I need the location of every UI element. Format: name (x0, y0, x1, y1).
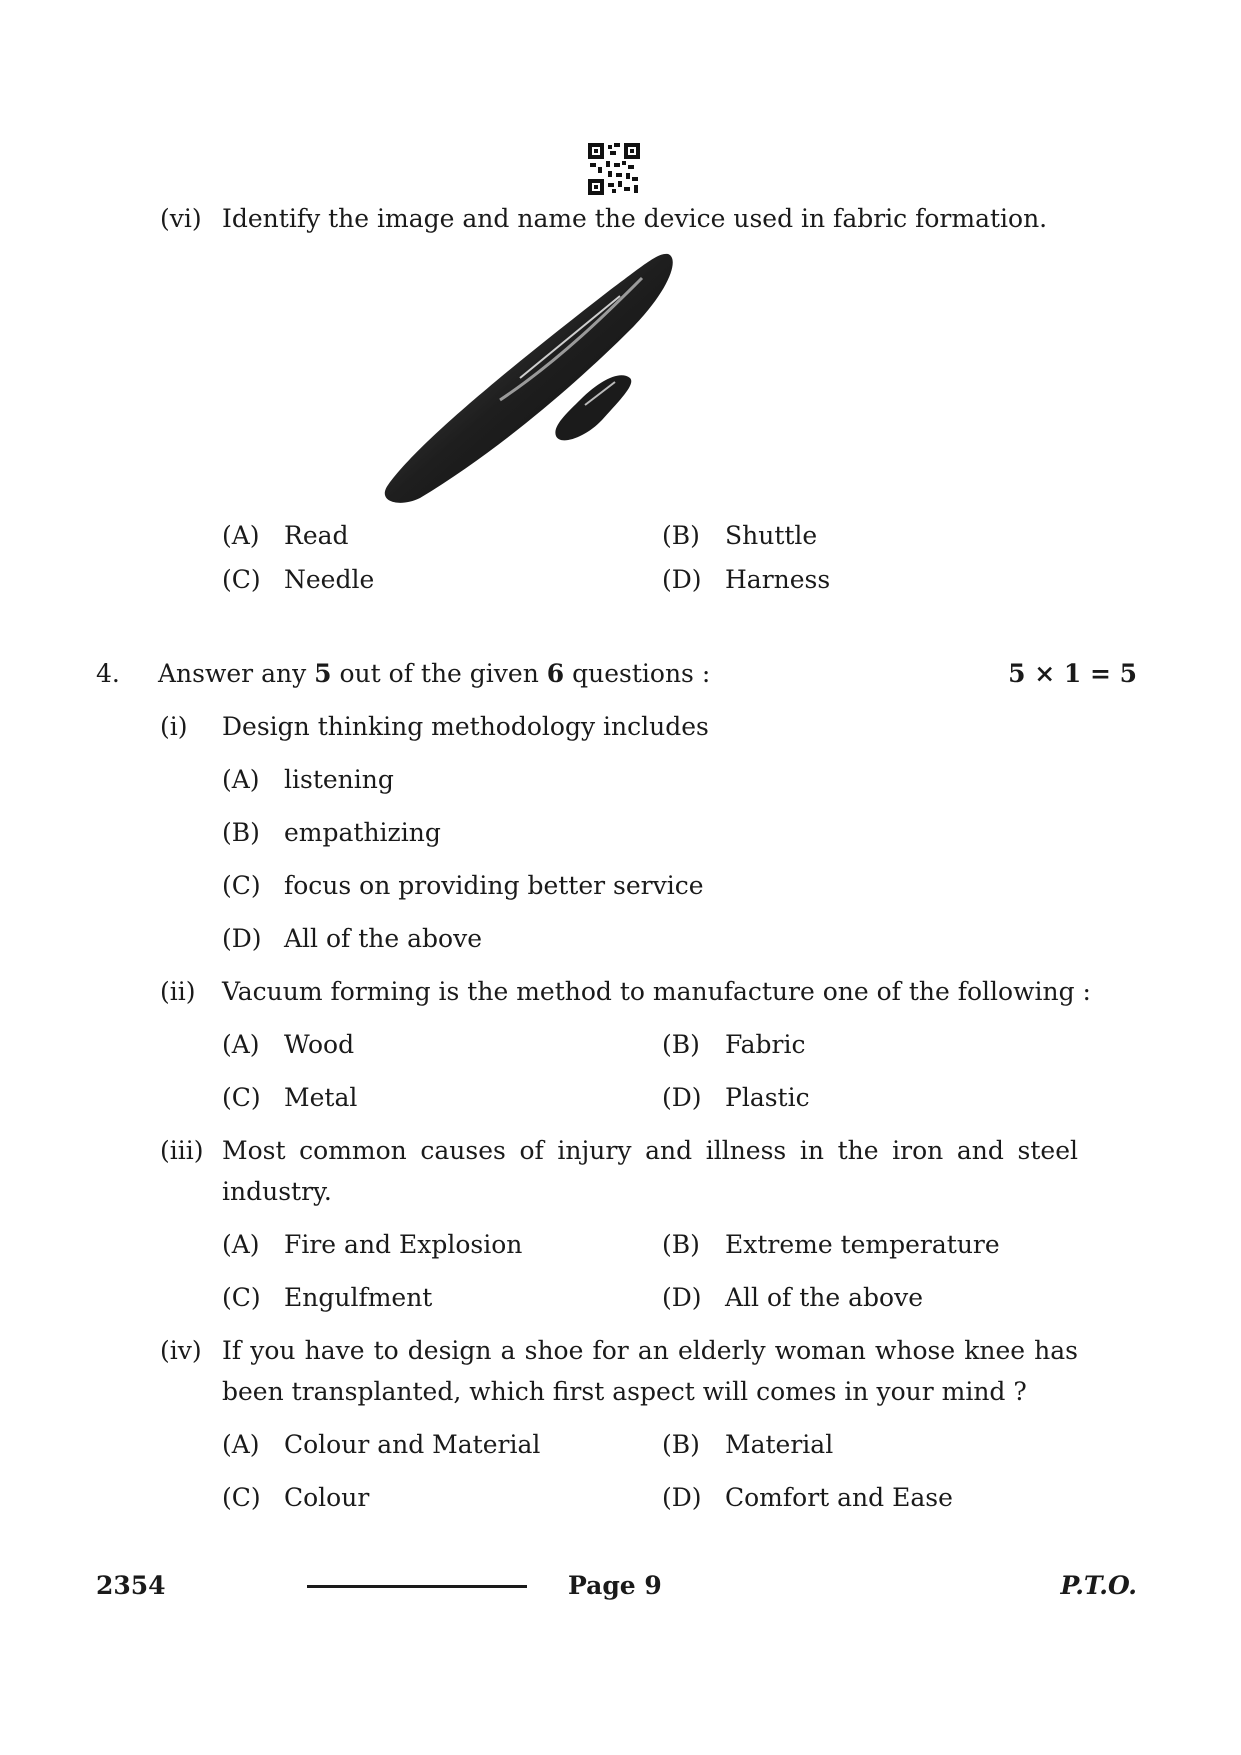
option-letter: (A) (222, 521, 260, 550)
option-letter: (A) (222, 1430, 260, 1459)
option-letter: (C) (222, 1483, 261, 1512)
question-number: (iii) (160, 1136, 204, 1165)
question-text: Identify the image and name the device used in fabric formation. (222, 204, 1048, 233)
option-letter: (D) (662, 1083, 702, 1112)
option-letter: (A) (222, 1230, 260, 1259)
option-text: All of the above (725, 1283, 924, 1312)
option-text: Fabric (725, 1030, 806, 1059)
option-letter: (B) (662, 1030, 700, 1059)
option-text: empathizing (284, 818, 441, 847)
question-number: (ii) (160, 977, 196, 1006)
option-text: Colour (284, 1483, 370, 1512)
option-letter: (D) (662, 1283, 702, 1312)
option-text: Plastic (725, 1083, 810, 1112)
option-letter: (D) (662, 1483, 702, 1512)
question-number: (iv) (160, 1336, 202, 1365)
option-letter: (C) (222, 871, 261, 900)
page-number: Page 9 (568, 1571, 662, 1600)
question-text: Design thinking methodology includes (222, 712, 709, 741)
paper-code: 2354 (96, 1571, 166, 1600)
option-letter: (C) (222, 565, 261, 594)
question-number: 4. (96, 659, 120, 688)
option-letter: (C) (222, 1083, 261, 1112)
question-text-continued: industry. (222, 1177, 332, 1206)
option-letter: (B) (222, 818, 260, 847)
question-text-continued: been transplanted, which first aspect will comes in your mind ? (222, 1377, 1027, 1406)
option-text: Read (284, 521, 349, 550)
question-number: (vi) (160, 204, 202, 233)
option-text: Metal (284, 1083, 358, 1112)
question-text: Most common causes of injury and illness in the iron and steel (222, 1136, 1078, 1165)
option-letter: (B) (662, 521, 700, 550)
option-text: Harness (725, 565, 831, 594)
option-letter: (D) (222, 924, 262, 953)
option-letter: (B) (662, 1430, 700, 1459)
option-letter: (A) (222, 765, 260, 794)
option-text: Needle (284, 565, 375, 594)
option-text: Extreme temperature (725, 1230, 1000, 1259)
option-text: Fire and Explosion (284, 1230, 523, 1259)
qr-code-icon (588, 143, 640, 195)
question-text: If you have to design a shoe for an elderly woman whose knee has (222, 1336, 1078, 1365)
option-letter: (D) (662, 565, 702, 594)
option-text: Wood (284, 1030, 355, 1059)
loom-shuttle-image (380, 250, 680, 510)
option-text: listening (284, 765, 394, 794)
question-instruction: Answer any 5 out of the given 6 questions : (158, 659, 711, 688)
option-text: Material (725, 1430, 834, 1459)
option-text: Shuttle (725, 521, 818, 550)
pto-label: P.T.O. (1060, 1571, 1137, 1600)
option-letter: (B) (662, 1230, 700, 1259)
question-number: (i) (160, 712, 188, 741)
question-text: Vacuum forming is the method to manufacture one of the following : (222, 977, 1091, 1006)
option-text: Colour and Material (284, 1430, 541, 1459)
option-text: Engulfment (284, 1283, 433, 1312)
option-letter: (C) (222, 1283, 261, 1312)
footer-divider (307, 1585, 527, 1588)
option-text: Comfort and Ease (725, 1483, 953, 1512)
option-text: All of the above (284, 924, 483, 953)
marks-allocation: 5 × 1 = 5 (1008, 659, 1137, 688)
option-text: focus on providing better service (284, 871, 704, 900)
option-letter: (A) (222, 1030, 260, 1059)
